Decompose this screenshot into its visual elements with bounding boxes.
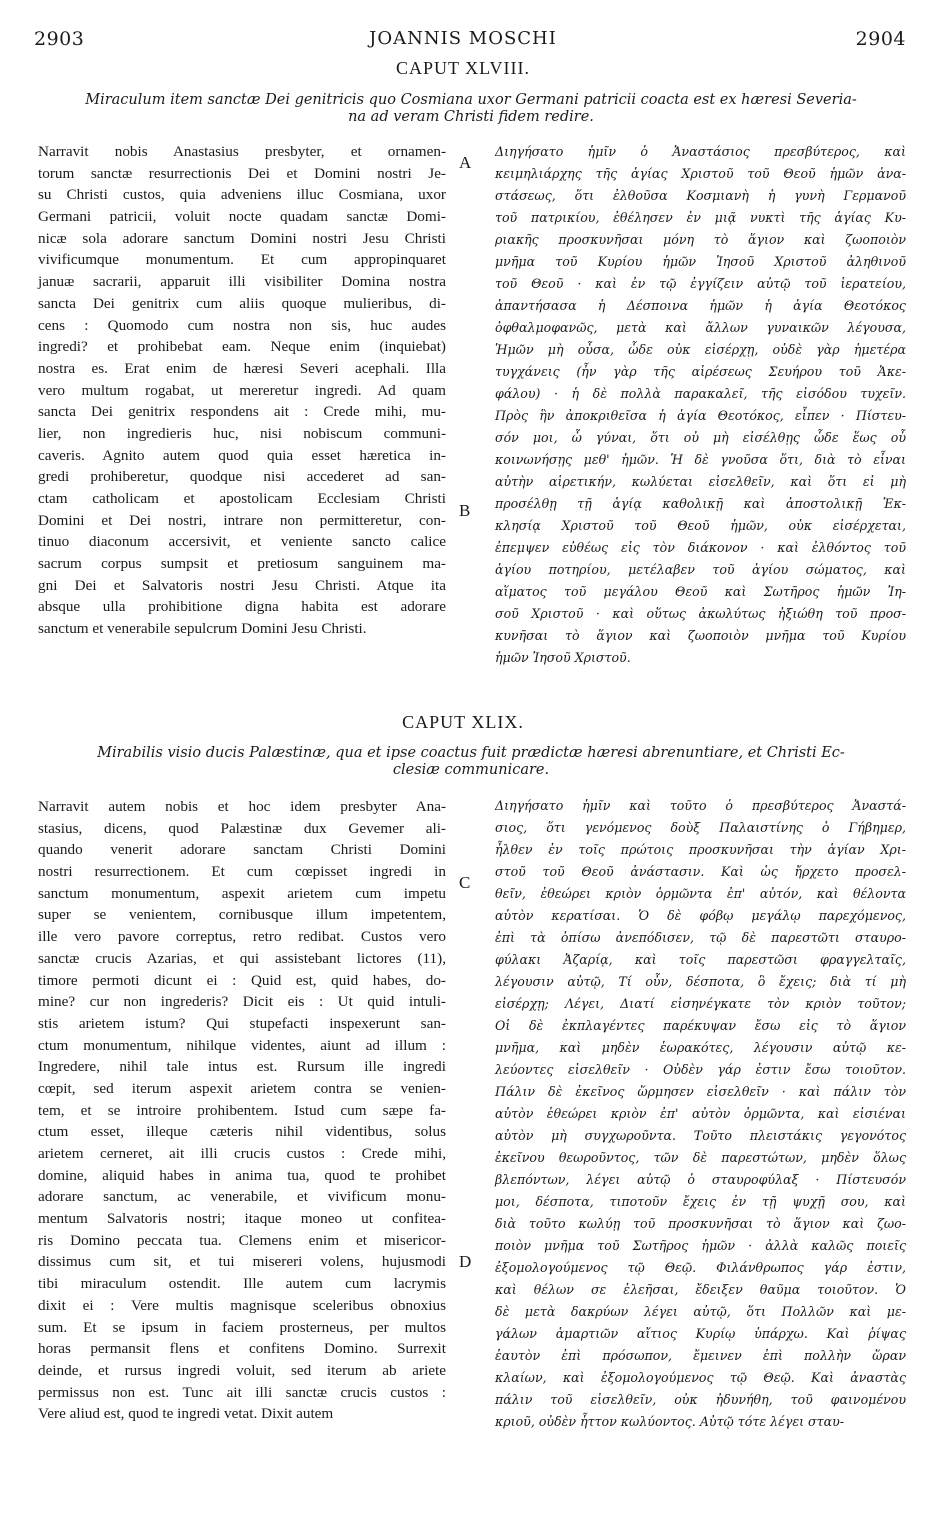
text-line: θεῖν, ἐθεώρει κριὸν ὁρμῶντα ἐπ' αὐτόν, καὶ θέλοντα	[495, 886, 906, 901]
text-line: ὀφθαλμοφανῶς, μετὰ καὶ ἄλλων γυναικῶν λέγουσα,	[495, 320, 906, 335]
text-line: vero multum rogabat, ut mereretur ingredi. Ad quam	[38, 381, 446, 399]
text-line: domine, aliquid habes in anima tua, quod te prohibet	[38, 1166, 446, 1184]
text-line: sanctæ crucis Azarias, et qui assistebant lictores (11),	[38, 949, 446, 967]
text-line: Domini et Dei nostri, intrare non permitteretur, con-	[38, 511, 446, 529]
text-line: vivificumque monumentum. Et cum appropinquaret	[38, 251, 446, 269]
text-line: horas permansit flens et confitens Domino. Surrexit	[38, 1340, 446, 1358]
text-line: σιος, ὅτι γενόμενος δοὺξ Παλαιστίνης ὁ Γήβημερ,	[495, 820, 906, 835]
text-line: ctum esset, illeque cæteris nihil videntibus, solus	[38, 1123, 446, 1141]
text-line: gredi prohiberetur, quodque nisi accederet ad san-	[38, 468, 446, 486]
text-line: γάλων ἁμαρτιῶν αἴτιος Κυρίῳ ὑπάρχω. Καὶ ῥίψας	[495, 1326, 906, 1341]
text-line: στάσεως, ὅτι ἐλθοῦσα Κοσμιανὴ ἡ γυνὴ Γερμανοῦ	[495, 188, 906, 203]
chapter-heading: CAPUT XLIX.	[402, 712, 524, 732]
text-line: tinuo diaconum accersivit, et veniente sancto calice	[38, 533, 446, 551]
text-line: ἐπὶ τὰ ὀπίσω ἀνεπόδισεν, τῷ δὲ παρεστῶτι σταυρο-	[495, 930, 906, 945]
text-line: μνῆμα, καὶ μηδὲν ἑωρακότες, λέγουσιν αὐτῷ κε-	[495, 1040, 906, 1055]
text-line: cœpit, sed iterum aspexit arietem contra se venien-	[38, 1079, 446, 1097]
text-line: tibi miraculum ostendit. Ille autem cum lacrymis	[38, 1275, 446, 1293]
text-line: ἐπεμψεν εὐθέως εἰς τὸν διάκονον · καὶ ἐλθόντος τοῦ	[495, 540, 906, 555]
text-line: τοῦ Θεοῦ · καὶ ἐν τῷ ἐγγίζειν αὐτῷ τοῦ ἱερατείου,	[495, 276, 906, 291]
text-line: ἐκεῖνου θεωροῦντος, τῶν δὲ παρεστώτων, μηδὲν ὅλως	[495, 1150, 906, 1165]
text-line: ριακῆς προσκυνῆσαι μόνη τὸ ἅγιον καὶ ζωοποιὸν	[495, 232, 906, 247]
text-line: Πρὸς ἣν ἀποκριθεῖσα ἡ ἁγία Θεοτόκος, εἶπεν · Πίστευ-	[495, 408, 906, 423]
text-line: ἡμῶν Ἰησοῦ Χριστοῦ.	[495, 650, 631, 665]
text-line: dissimus cum sit, et tui misereri volens, hujusmodi	[38, 1253, 446, 1271]
text-line: sacrum corpus sumpsit et pretiosum sanguinem ma-	[38, 555, 446, 573]
text-line: ingredi? et prohibebat eam. Neque enim (inquiebat)	[38, 338, 446, 356]
text-line: Narravit nobis Anastasius presbyter, et ornamen-	[38, 143, 446, 160]
text-line: timore permoti dicunt ei : Quid est, quid habes, do-	[38, 971, 446, 989]
text-line: διὰ τοῦτο κωλύῃ τοῦ προσκυνῆσαι τὸ ἅγιον καὶ ζωο-	[495, 1216, 906, 1231]
right-page-number: 2904	[855, 28, 906, 50]
text-line: φάλου) · ἡ δὲ πολλὰ παρακαλεῖ, τῆς εἰσόδου τυχεῖν.	[495, 386, 906, 401]
text-line: nostra es. Erat enim de hæresi Severi acephali. Illa	[38, 359, 446, 377]
text-line: ἀπαντήσασα ἡ Δέσποινα ἡμῶν ἡ ἁγία Θεοτόκος	[495, 298, 906, 313]
chapter-heading: CAPUT XLVIII.	[395, 58, 530, 78]
text-line: ἑαυτὸν ἐπὶ πρόσωπον, ἔμεινεν ἐπὶ πολλὴν ὥραν	[495, 1348, 906, 1363]
text-line: σοῦ Χριστοῦ · καὶ οὕτως ἀκωλύτως ἠξιώθη τοῦ προσ-	[495, 606, 906, 621]
text-line: gni Dei et Salvatoris nostri Jesu Christi. Atque ita	[38, 576, 446, 594]
text-line: τοῦ πατρικίου, ἐθέλησεν ἐν μιᾷ νυκτὶ τῆς ἁγίας Κυ-	[495, 210, 906, 225]
text-line: arietem cerneret, ait illi crucis custos : Crede mihi,	[38, 1145, 446, 1162]
subtitle-line: Mirabilis visio ducis Palæstinæ, qua et ipse coactus fuit prædictæ hæresi abrenuntiare, et Christi Ec-	[97, 745, 845, 761]
text-line: Διηγήσατο ἡμῖν ὁ Ἀναστάσιος πρεσβύτερος, καὶ	[495, 144, 906, 159]
text-line: ἐξομολογούμενος τῷ Θεῷ. Φιλάνθρωπος γάρ ἐστιν,	[495, 1260, 906, 1275]
text-line: Narravit autem nobis et hoc idem presbyter Ana-	[38, 798, 446, 815]
text-line: αὐτὴν αἱρετικήν, κωλύεται εἰσελθεῖν, καὶ ὅτι εἰ μὴ	[495, 474, 906, 489]
text-line: Ingredere, nihil tale intus est. Rursum ille ingredi	[38, 1058, 446, 1076]
text-line: sancta Dei genitrix cum aliis quoque mulieribus, di-	[38, 294, 446, 312]
text-line: φύλακι Ἀζαρίᾳ, καὶ τοῖς παρεστῶσι φραγγελταῖς,	[495, 952, 906, 967]
text-line: βλεπόντων, λέγει αὐτῷ ὁ σταυροφύλαξ · Πίστευσόν	[495, 1172, 906, 1187]
text-line: μνῆμα τοῦ Κυρίου ἡμῶν Ἰησοῦ Χριστοῦ ἀληθινοῦ	[495, 254, 906, 269]
text-line: su Christi custos, quia adveniens illuc Cosmiana, uxor	[38, 186, 446, 204]
chapter-subtitle	[38, 745, 904, 779]
text-line: αὐτὸν ἐθεώρει κριὸν ἐπ' αὐτὸν ὁρμῶντα, καὶ εἰσιέναι	[495, 1106, 906, 1121]
text-line: stasius, dicens, quod Palæstinæ dux Gevemer ali-	[38, 819, 446, 837]
text-line: Vere aliud est, quod te ingredi vetat. Dixit autem	[38, 1405, 334, 1423]
greek-column	[495, 141, 906, 669]
subtitle-line: clesiæ communicare.	[392, 762, 550, 778]
text-line: mentum Salvatoris nostri; itaque moneo ut confitea-	[38, 1210, 446, 1228]
text-line: ille vero pavore correptus, retro redibat. Custos vero	[38, 928, 446, 946]
text-line: dixit ei : Vere multis magnisque sceleribus obnoxius	[38, 1296, 446, 1314]
text-line: ris Domino peccata tua. Clemens enim et misericor-	[38, 1231, 446, 1249]
text-line: ctam catholicam et apostolicam Ecclesiam Christi	[38, 490, 446, 507]
text-line: stis arietem istum? Qui stupefacti inspexerunt san-	[38, 1014, 446, 1032]
greek-column	[495, 795, 906, 1433]
text-line: torum sanctæ resurrectionis Dei et Domini nostri Je-	[38, 164, 446, 182]
text-line: Πάλιν δὲ ἐκεῖνος ὥρμησεν εἰσελθεῖν · καὶ πάλιν τὸν	[495, 1084, 906, 1099]
text-line: εἰσέρχῃ; Λέγει, Διατί εἰσηνέγκατε τὸν κριὸν τοῦτον;	[495, 996, 906, 1011]
text-line: κειμηλιάρχης τῆς ἁγίας Χριστοῦ τοῦ Θεοῦ ἡμῶν ἀνα-	[495, 166, 906, 181]
subtitle-line: Miraculum item sanctæ Dei genitricis quo Cosmiana uxor Germani patricii coacta est ex hæresi Severia-	[85, 92, 857, 108]
text-line: sanctum et venerabile sepulcrum Domini Jesu Christi.	[38, 620, 367, 638]
text-line: λέγουσιν αὐτῷ, Τί οὖν, δέσποτα, ὃ ἔχεις; διὰ τί μὴ	[495, 974, 906, 989]
text-line: αὐτὸν κερατίσαι. Ὁ δὲ φόβῳ μεγάλῳ παρεχόμενος,	[495, 908, 906, 923]
text-line: sanctum monumentum, aspexit arietem cum impetu	[38, 884, 446, 902]
text-line: caveris. Agnito autem quod quia esset hæretica in-	[38, 446, 446, 464]
text-line: ποιὸν μνῆμα τοῦ Σωτῆρος ἡμῶν · ἀλλὰ καλῶς ποιεῖς	[495, 1238, 906, 1253]
text-line: januæ sacrarii, apparuit illi visibiliter Domina nostra	[38, 273, 446, 291]
text-line: κυνῆσαι τὸ ἅγιον καὶ ζωοποιὸν μνῆμα τοῦ Κυρίου	[495, 628, 906, 643]
text-line: deinde, et rursus ingredi voluit, sed iterum ab ariete	[38, 1361, 446, 1379]
text-line: permissus non est. Tunc ait illi sanctæ crucis custos :	[38, 1383, 446, 1401]
text-line: αἵματος τοῦ μεγάλου Θεοῦ καὶ Σωτῆρος ἡμῶν Ἰη-	[495, 584, 906, 599]
text-line: lier, non ingredieris huc, nisi nobiscum communi-	[38, 424, 446, 442]
text-line: Διηγήσατο ἡμῖν καὶ τοῦτο ὁ πρεσβύτερος Ἀναστά-	[495, 798, 906, 813]
running-title: JOANNIS MOSCHI	[369, 28, 557, 49]
text-line: absque ulla prohibitione digna habita est adorare	[38, 598, 446, 616]
text-line: sum. Et se ipsum in faciem prosterneus, per multos	[38, 1318, 446, 1336]
text-line: κλησίᾳ Χριστοῦ τοῦ Θεοῦ ἡμῶν, οὐκ εἰσέρχεται,	[495, 518, 906, 533]
margin-marker-d: D	[459, 1252, 472, 1271]
text-line: πάλιν τοῦ εἰσελθεῖν, οὐκ ἠδυνήθη, τοῦ φαινομένου	[495, 1392, 906, 1407]
text-line: κοινωνήσῃς μεθ' ἡμῶν. Ἡ δὲ γνοῦσα ὅτι, διὰ τὸ εἶναι	[495, 452, 906, 467]
text-line: nicæ sola adorare sanctum Domini nostri Jesu Christi	[38, 229, 446, 247]
text-line: sancta Dei genitrix respondens ait : Crede mihi, mu-	[38, 403, 446, 421]
text-line: σόν μοι, ὦ γύναι, ὅτι οὐ μὴ εἰσέλθῃς ὧδε ἕως οὗ	[495, 430, 906, 445]
text-line: Οἱ δὲ ἐκπλαγέντες παρέκυψαν ἔσω εἰς τὸ ἅγιον	[495, 1018, 906, 1033]
text-line: Germani patricii, voluit nocte quadam sanctæ Domi-	[38, 208, 446, 226]
margin-marker-c: C	[459, 873, 471, 892]
text-line: cens : Quomodo cum nostra non sis, huc audes	[38, 316, 446, 334]
left-page-number: 2903	[34, 28, 85, 50]
text-line: ctum monumentum, nihilque videntes, aiunt ad illum :	[38, 1036, 446, 1054]
text-line: στοῦ τοῦ Θεοῦ ἀνάστασιν. Καὶ ὡς ἤρχετο προσελ-	[495, 864, 906, 879]
text-line: αὐτὸν μὴ συγχωροῦντα. Τοῦτο πλειστάκις γεγονότος	[495, 1128, 906, 1143]
text-line: τυγχάνεις (ἦν γὰρ τῆς αἱρέσεως Σευήρου τοῦ Ἀκε-	[495, 364, 906, 379]
text-line: δὲ μετὰ δακρύων λέγει αὐτῷ, ὅτι Πολλῶν καὶ με-	[495, 1304, 906, 1319]
latin-column	[38, 141, 446, 640]
text-line: κριοῦ, οὐδὲν ἧττον κωλύοντος. Αὐτῷ τότε λέγει σταυ-	[495, 1414, 845, 1429]
text-line: tem, et se introire prohibentem. Istud cum sæpe fa-	[38, 1101, 446, 1119]
text-line: καὶ θέλων σε ἐλεῆσαι, ἔδειξεν θαῦμα τοιοῦτον. Ὁ	[495, 1282, 906, 1297]
text-line: super se venientem, cornibusque illum impetentem,	[38, 906, 446, 924]
latin-column	[38, 796, 446, 1425]
chapter-subtitle	[38, 92, 904, 126]
text-line: λεύοντες εἰσελθεῖν · Οὐδὲν γάρ ἐστιν ἔσω τοιοῦτον.	[495, 1062, 906, 1077]
text-line: mine? cur non ingrederis? Dicit eis : Ut quid intuli-	[38, 993, 446, 1011]
text-line: ἦλθεν ἐν τοῖς πρώτοις προσκυνῆσαι τὴν ἁγίαν Χρι-	[495, 842, 906, 857]
text-line: μοι, δέσποτα, τιποτοῦν ἔχεις ἐν τῇ ψυχῇ σου, καὶ	[495, 1194, 906, 1209]
text-line: Ἡμῶν μὴ οὖσα, ὧδε οὐκ εἰσέρχῃ, οὐδὲ γὰρ ἡμετέρα	[495, 342, 906, 357]
subtitle-line: na ad veram Christi fidem redire.	[348, 109, 594, 125]
text-line: adorare sanctum, ac venerabile, et vivificum monu-	[38, 1188, 446, 1206]
margin-marker-b: B	[459, 501, 471, 520]
margin-marker-a: A	[459, 153, 472, 172]
text-line: ἁγίου ποτηρίου, μετέλαβεν τοῦ ἁγίου σώματος, καὶ	[495, 562, 906, 577]
text-line: κλαίων, καὶ ἐξομολογούμενος τῷ Θεῷ. Καὶ ἀναστὰς	[495, 1370, 906, 1385]
text-line: προσέλθῃ τῇ ἁγίᾳ καθολικῇ καὶ ἀποστολικῇ Ἐκ-	[495, 496, 906, 511]
text-line: quando venerit adorare sanctam Christi Domini	[38, 841, 446, 859]
text-line: nostri resurrectionem. Et cum cœpisset ingredi in	[38, 863, 446, 881]
